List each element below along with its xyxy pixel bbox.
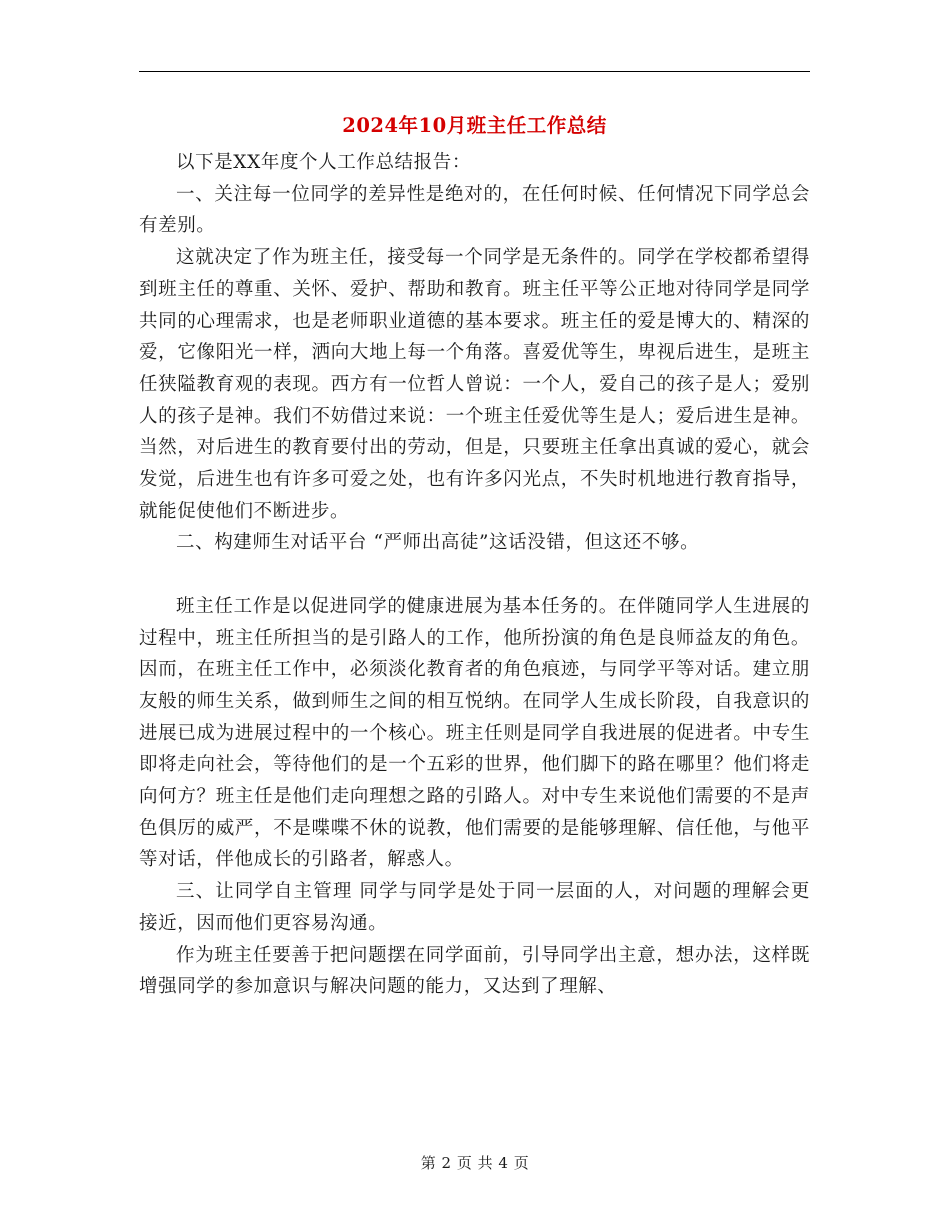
section-three-body-paragraph: 作为班主任要善于把问题摆在同学面前，引导同学出主意，想办法，这样既增强同学的参加意识与解决问题的能力，又达到了理解、 bbox=[139, 944, 810, 998]
document-title: 2024年10月班主任工作总结 bbox=[342, 114, 607, 137]
header-rule bbox=[139, 71, 810, 72]
page-number: 第 2 页 共 4 页 bbox=[420, 1154, 530, 1172]
section-one-heading-paragraph: 一、关注每一位同学的差异性是绝对的，在任何时候、任何情况下同学总会有差别。 bbox=[139, 183, 810, 237]
document-body bbox=[139, 147, 810, 1003]
section-two-body-paragraph: 班主任工作是以促进同学的健康进展为基本任务的。在伴随同学人生进展的过程中，班主任所担当的是引路人的工作，他所扮演的角色是良师益友的角色。因而，在班主任工作中，必须淡化教育者的角色痕迹，与同学平等对话。建立朋友般的师生关系，做到师生之间的相互悦纳。在同学人生成长阶段，自我意识的进展已成为进展过程中的一个核心。班主任则是同学自我进展的促进者。中专生即将走向社会，等待他们的是一个五彩的世界，他们脚下的路在哪里？他们将走向何方？班主任是他们走向理想之路的引路人。对中专生来说他们需要的不是声色俱厉的威严，不是喋喋不休的说教，他们需要的是能够理解、信任他，与他平等对话，伴他成长的引路者，解惑人。 bbox=[139, 595, 810, 871]
section-three-heading-paragraph: 三、让同学自主管理 同学与同学是处于同一层面的人，对问题的理解会更接近，因而他们更容易沟通。 bbox=[139, 881, 810, 934]
section-one-body-paragraph: 这就决定了作为班主任，接受每一个同学是无条件的。同学在学校都希望得到班主任的尊重、关怀、爱护、帮助和教育。班主任平等公正地对待同学是同学共同的心理需求，也是老师职业道德的基本要求。班主任的爱是博大的、精深的爱，它像阳光一样，洒向大地上每一个角落。喜爱优等生，卑视后进生，是班主任狭隘教育观的表现。西方有一位哲人曾说：一个人，爱自己的孩子是人；爱别人的孩子是神。我们不妨借过来说：一个班主任爱优等生是人；爱后进生是神。当然，对后进生的教育要付出的劳动，但是，只要班主任拿出真诚的爱心，就会发觉，后进生也有许多可爱之处，也有许多闪光点，不失时机地进行教育指导，就能促使他们不断进步。 bbox=[139, 247, 810, 522]
section-two-heading-paragraph: 二、构建师生对话平台 “严师出高徒”这话没错，但这还不够。 bbox=[176, 532, 700, 554]
intro-paragraph: 以下是XX年度个人工作总结报告： bbox=[176, 152, 471, 173]
